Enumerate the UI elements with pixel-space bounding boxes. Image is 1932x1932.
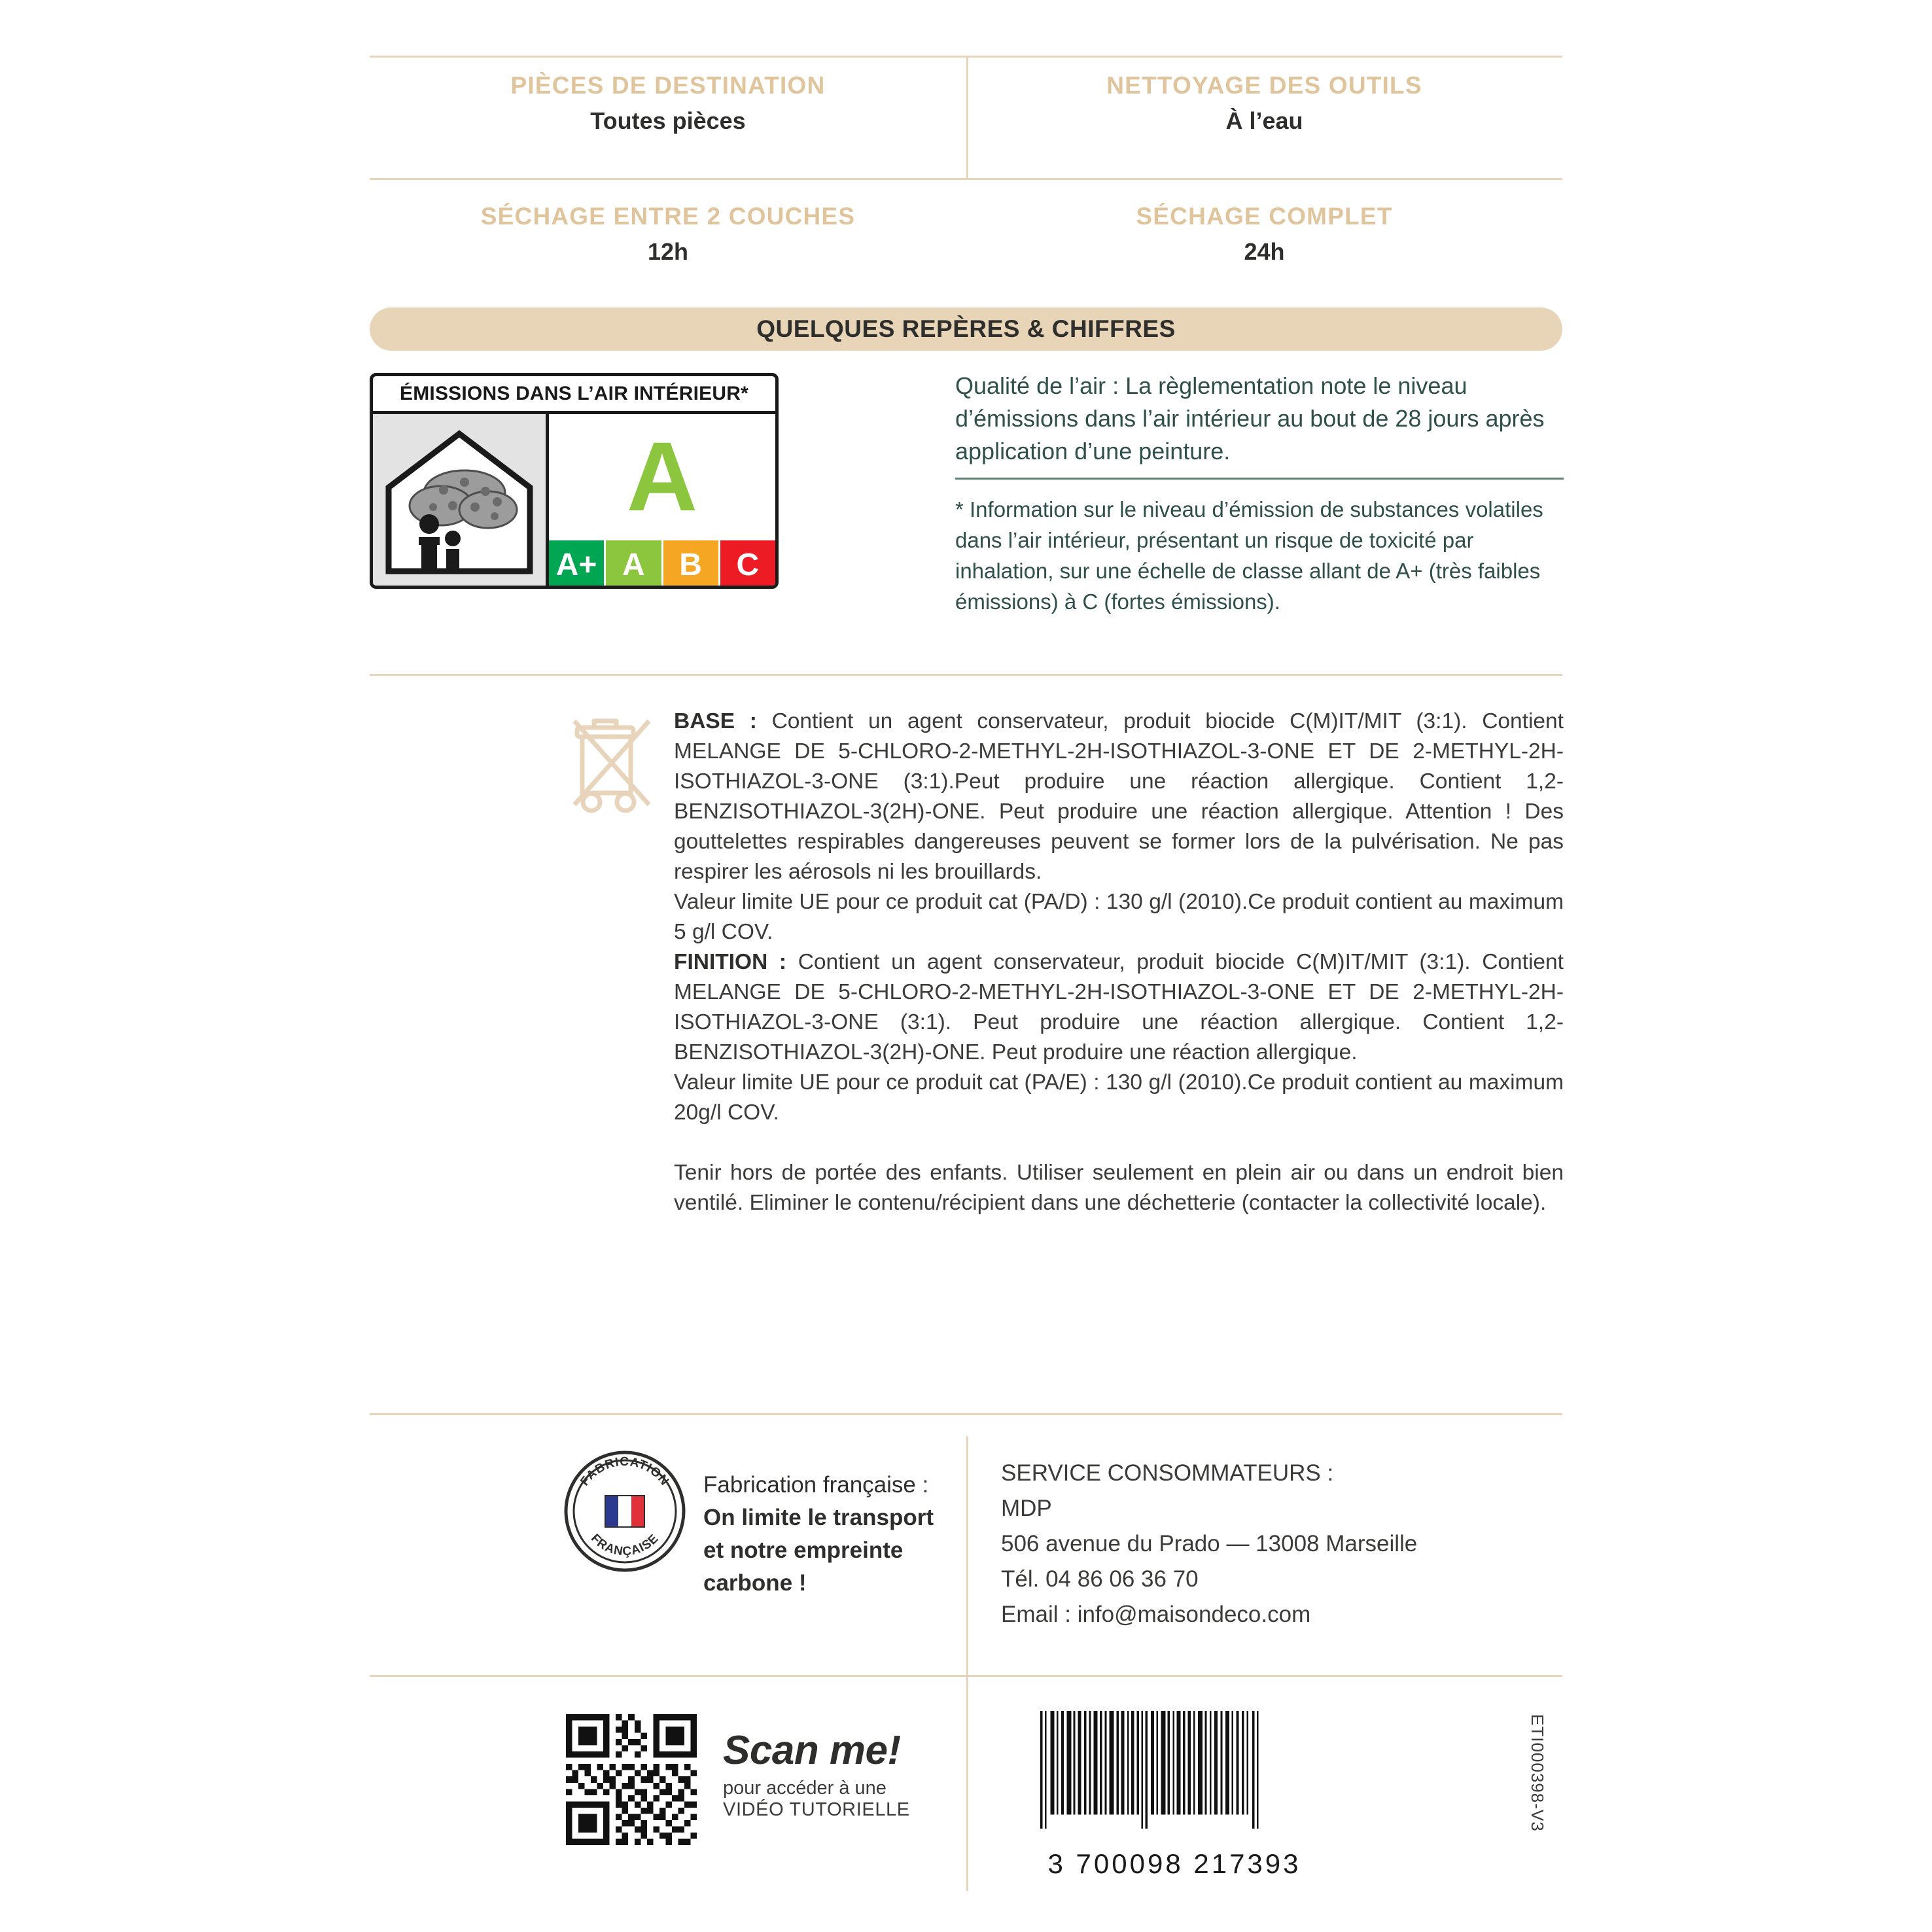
label-inner (347, 0, 1585, 1932)
divider-mid (370, 178, 1562, 180)
consumer-service-address: 506 avenue du Prado — 13008 Marseille (1001, 1531, 1418, 1556)
scan-me-block (723, 1727, 985, 1821)
emissions-body (373, 414, 775, 589)
info-title: PIÈCES DE DESTINATION (510, 72, 826, 99)
legal-finition-paragraph (674, 947, 1564, 1068)
scale-item-c: C (720, 540, 775, 589)
air-quality-divider (955, 478, 1564, 480)
legal-spacer (674, 1128, 1564, 1158)
svg-text:FRANÇAISE: FRANÇAISE (588, 1531, 662, 1559)
scan-me-sub1: pour accéder à une (723, 1778, 887, 1799)
legal-warning: Tenir hors de portée des enfants. Utiliser seulement en plein air ou dans un endroit bien ventilé. Eliminer le contenu/récipient dans une déchetterie (contacter la collectivité locale). (674, 1161, 1564, 1215)
barcode-image (1037, 1701, 1273, 1838)
info-value: À l’eau (1225, 107, 1303, 134)
reference-code: ETI000398-V3 (1528, 1714, 1547, 1832)
legal-base-paragraph (674, 707, 1564, 887)
legal-finition-text: Contient un agent conservateur, produit biocide C(M)IT/MIT (3:1). Contient MELANGE DE 5-CHLORO-2-METHYL-2H-ISOTHIAZOL-3-ONE ET DE 2-METHYL-2H-ISOTHIAZOL-3-ONE (3:1). Peut produire une réaction allergique. Contient 1,2-BENZISOTHIAZOL-3(2H)-ONE. Peut produire une réaction allergique. (674, 950, 1564, 1064)
crossed-out-wheelie-bin-icon (563, 707, 661, 811)
indoor-air-emissions-label (370, 373, 779, 589)
emissions-rating-panel (549, 414, 775, 589)
house-pictogram (373, 414, 549, 589)
air-quality-text: Qualité de l’air : La règlementation note le niveau d’émissions dans l’air intérieur au bout de 28 jours après application d’une peinture. (955, 372, 1545, 465)
legal-finition-label: FINITION : (674, 950, 787, 974)
scale-item-a: A (606, 540, 663, 589)
info-value: 24h (1244, 238, 1285, 265)
info-value: 12h (647, 238, 689, 265)
emissions-scale (549, 540, 775, 589)
made-in-france-text (703, 1469, 985, 1600)
made-in-france-line3: et notre empreinte carbone ! (703, 1537, 904, 1596)
consumer-service-company: MDP (1001, 1496, 1052, 1521)
scan-me-title: Scan me! (723, 1728, 901, 1773)
consumer-service-block (1001, 1456, 1577, 1632)
consumer-service-email[interactable]: Email : info@maisondeco.com (1001, 1602, 1311, 1627)
info-title: SÉCHAGE COMPLET (1136, 203, 1393, 230)
divider-bottom-info (370, 1413, 1562, 1415)
scale-item-a-plus: A+ (549, 540, 606, 589)
legal-base-label: BASE : (674, 709, 757, 733)
barcode-number: 3 700098 217393 (1047, 1848, 1301, 1879)
made-in-france-line1: Fabrication française : (703, 1472, 929, 1498)
qr-code[interactable] (566, 1714, 697, 1845)
legal-base-text: Contient un agent conservateur, produit biocide C(M)IT/MIT (3:1). Contient MELANGE DE 5-CHLORO-2-METHYL-2H-ISOTHIAZOL-3-ONE ET DE 2-METHYL-2H-ISOTHIAZOL-3-ONE (3:1).Peut produire une réaction allergique. Contient 1,2-BENZISOTHIAZOL-3(2H)-ONE. Peut produire une réaction allergique. Attention ! Des gouttelettes respirables dangereuses peuvent se former lors de la pulvérisation. Ne pas respirer les aérosols ni les brouillards. (674, 709, 1564, 884)
svg-text:FABRICATION: FABRICATION (578, 1454, 672, 1488)
label-page (327, 0, 1605, 1932)
made-in-france-line2: On limite le transport (703, 1505, 934, 1530)
divider-footer (370, 1675, 1562, 1677)
info-title: SÉCHAGE ENTRE 2 COUCHES (480, 203, 856, 230)
house-icon (373, 414, 546, 589)
made-in-france-stamp (563, 1449, 687, 1573)
air-quality-footnote: * Information sur le niveau d’émission de substances volatiles dans l’air intérieur, présentant un risque de toxicité par inhalation, sur une échelle de classe allant de A+ (très faibles émissions) à C (fortes émissions). (955, 497, 1543, 614)
info-cell-cleaning (966, 72, 1562, 135)
info-cell-full-drying (966, 203, 1562, 266)
info-title: NETTOYAGE DES OUTILS (1106, 72, 1422, 99)
info-cell-destination (370, 72, 966, 135)
divider-legal-top (370, 674, 1562, 676)
scale-item-b: B (663, 540, 720, 589)
legal-text-block (674, 707, 1564, 1218)
section-banner (370, 307, 1562, 351)
legal-base-limit: Valeur limite UE pour ce produit cat (PA/D) : 130 g/l (2010).Ce produit contient au maximum 5 g/l COV. (674, 890, 1564, 944)
consumer-service-title: SERVICE CONSOMMATEURS : (1001, 1460, 1334, 1486)
info-value: Toutes pièces (590, 107, 746, 134)
scan-me-sub2: VIDÉO TUTORIELLE (723, 1799, 910, 1820)
legal-finition-limit: Valeur limite UE pour ce produit cat (PA/E) : 130 g/l (2010).Ce produit contient au maximum 20g/l COV. (674, 1070, 1564, 1125)
barcode-block (1037, 1701, 1312, 1897)
consumer-service-phone: Tél. 04 86 06 36 70 (1001, 1566, 1199, 1592)
banner-label: QUELQUES REPÈRES & CHIFFRES (756, 315, 1176, 342)
info-cell-drying-between-coats (370, 203, 966, 266)
emissions-header: ÉMISSIONS DANS L’AIR INTÉRIEUR* (373, 376, 775, 414)
emissions-rating-letter: A (626, 421, 698, 531)
